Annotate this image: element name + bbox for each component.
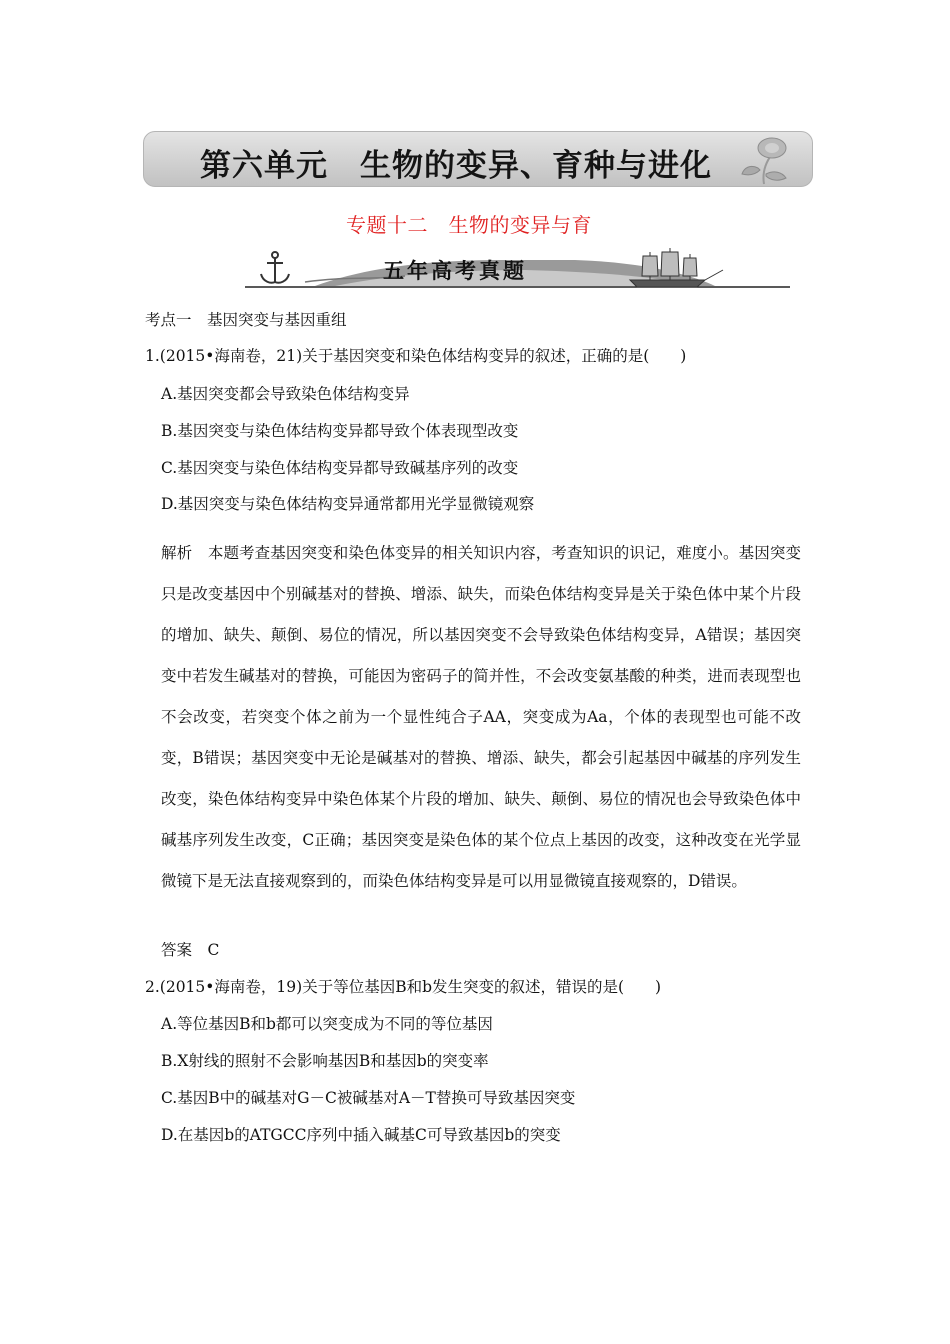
q2-option-a: A.等位基因B和b都可以突变成为不同的等位基因: [161, 1015, 493, 1033]
kaodian-heading: 考点一 基因突变与基因重组: [145, 311, 347, 329]
q1-option-a: A.基因突变都会导致染色体结构变异: [161, 385, 410, 403]
q1-option-d: D.基因突变与染色体结构变异通常都用光学显微镜观察: [161, 495, 535, 513]
anchor-icon: [261, 252, 289, 283]
q1-option-b: B.基因突变与染色体结构变异都导致个体表现型改变: [161, 422, 519, 440]
q2-option-c: C.基因B中的碱基对G－C被碱基对A－T替换可导致基因突变: [161, 1089, 576, 1107]
topic-title: 专题十二 生物的变异与育: [346, 213, 592, 237]
unit-banner: [143, 131, 813, 187]
q2-option-b: B.X射线的照射不会影响基因B和基因b的突变率: [161, 1052, 489, 1070]
q1-option-c: C.基因突变与染色体结构变异都导致碱基序列的改变: [161, 459, 519, 477]
ship-icon: [630, 248, 723, 287]
section-title: 五年高考真题: [383, 259, 527, 283]
q2-option-d: D.在基因b的ATGCC序列中插入碱基C可导致基因b的突变: [161, 1126, 561, 1144]
q1-analysis: 解析 本题考查基因突变和染色体变异的相关知识内容，考查知识的识记，难度小。基因突变只是改变基因中个别碱基对的替换、增添、缺失，而染色体结构变异是关于染色体中某个片段的增加、缺失、颠倒、易位的情况，所以基因突变不会导致染色体结构变异，A错误；基因突变中若发生碱基对的替换，可能因为密码子的简并性，不会改变氨基酸的种类，进而表现型也不会改变，若突变个体之前为一个显性纯合子AA，突变成为Aa，个体的表现型也可能不改变，B错误；基因突变中无论是碱基对的替换、增添、缺失，都会引起基因中碱基的序列发生改变，染色体结构变异中染色体某个片段的增加、缺失、颠倒、易位的情况也会导致染色体中碱基序列发生改变，C正确；基因突变是染色体的某个位点上基因的改变，这种改变在光学显微镜下是无法直接观察到的，而染色体结构变异是可以用显微镜直接观察的，D错误。: [161, 544, 801, 890]
flower-decoration-icon: [736, 134, 792, 186]
unit-title: 第六单元 生物的变异、育种与进化: [200, 148, 712, 184]
q2-stem: 2.(2015•海南卷，19)关于等位基因B和b发生突变的叙述，错误的是( ): [145, 978, 662, 996]
q1-answer: 答案 C: [161, 941, 220, 959]
q1-stem: 1.(2015•海南卷，21)关于基因突变和染色体结构变异的叙述，正确的是( ): [145, 347, 687, 365]
